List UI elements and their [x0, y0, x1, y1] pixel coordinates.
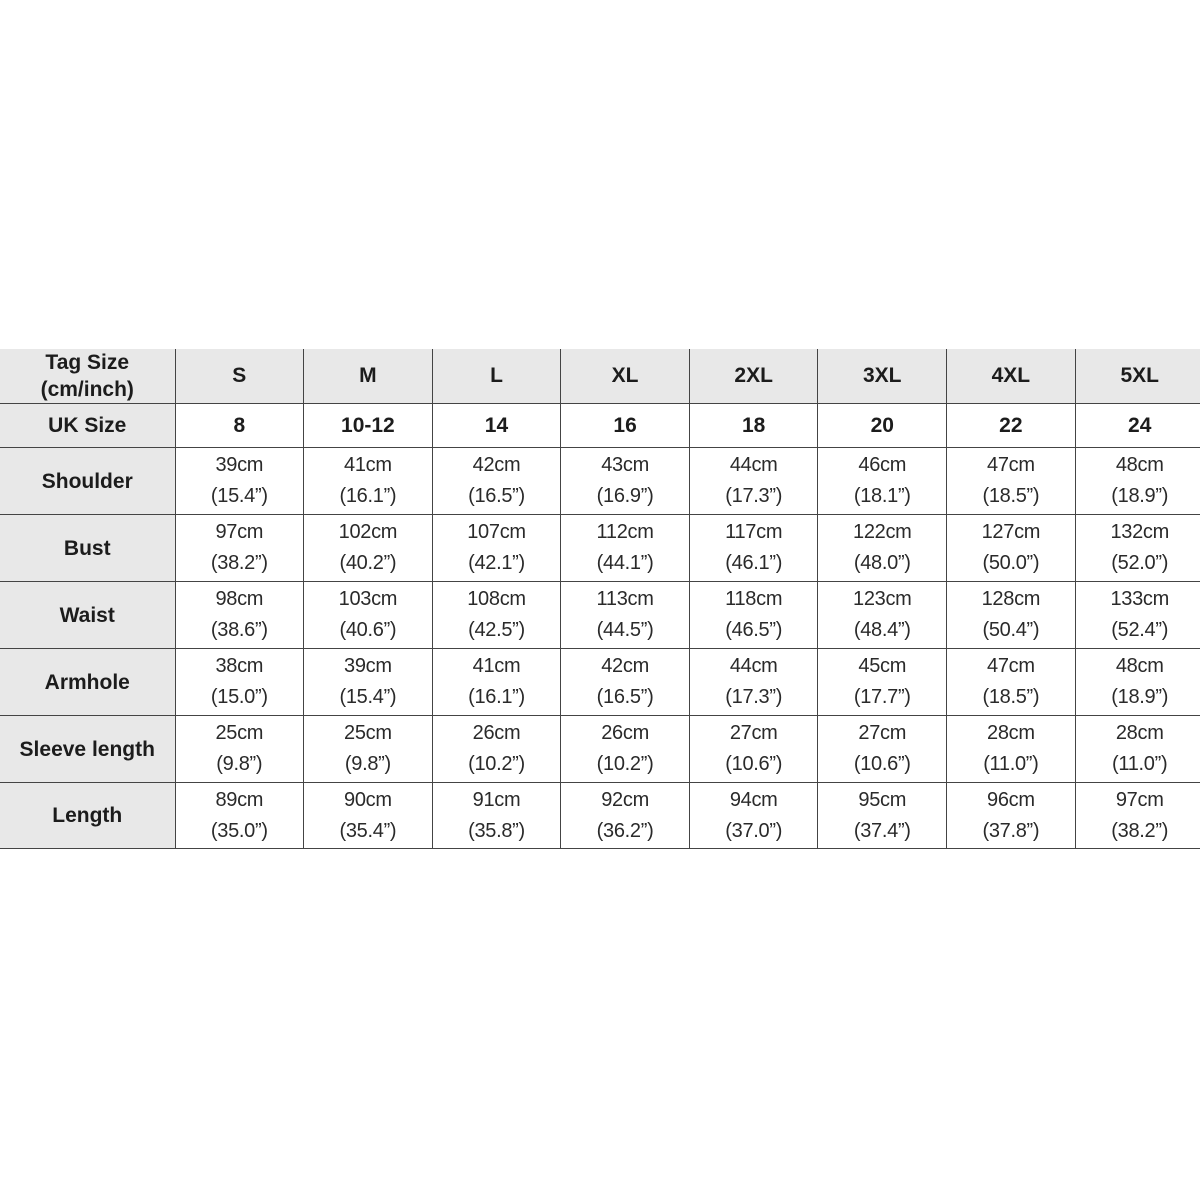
inch-value: (15.4”) — [210, 485, 268, 507]
cm-value: 47cm — [987, 655, 1035, 677]
inch-value: (17.3”) — [725, 485, 783, 507]
measurement-cell — [1075, 582, 1200, 649]
cm-value: 46cm — [858, 454, 907, 476]
inch-value: (38.2”) — [210, 552, 268, 574]
size-header-s: S — [175, 349, 304, 404]
measurement-cell — [689, 515, 818, 582]
cm-value: 108cm — [467, 588, 526, 610]
cm-value: 26cm — [472, 722, 521, 744]
cm-value: 128cm — [981, 588, 1041, 610]
row-label: Length — [0, 783, 175, 849]
inch-value: (37.4”) — [853, 819, 911, 842]
cm-value: 95cm — [858, 788, 907, 811]
measurement-row-bust — [0, 515, 1200, 582]
measurement-cell — [818, 716, 947, 783]
inch-value: (15.4”) — [339, 686, 397, 708]
inch-value: (40.2”) — [339, 552, 397, 574]
measurement-cell — [432, 783, 561, 849]
inch-value: (50.0”) — [982, 552, 1040, 574]
measurement-cell — [947, 515, 1076, 582]
size-header-l: L — [432, 349, 561, 404]
cm-value: 42cm — [472, 454, 521, 476]
measurement-cell — [561, 649, 690, 716]
inch-value: (18.9”) — [1111, 485, 1169, 507]
inch-value: (10.6”) — [853, 753, 911, 775]
uk-size-value: 8 — [175, 404, 304, 448]
cm-value: 47cm — [987, 454, 1035, 476]
inch-value: (37.0”) — [725, 819, 783, 842]
tag-size-row — [0, 349, 1200, 404]
cm-value: 25cm — [215, 722, 264, 744]
inch-value: (9.8”) — [216, 753, 263, 775]
inch-value: (42.5”) — [468, 619, 525, 641]
cm-value: 117cm — [725, 521, 783, 543]
inch-value: (11.0”) — [983, 753, 1039, 775]
inch-value: (18.9”) — [1111, 686, 1169, 708]
measurement-cell — [947, 716, 1076, 783]
measurement-cell — [947, 582, 1076, 649]
measurement-cell — [689, 716, 818, 783]
measurement-cell — [432, 716, 561, 783]
cm-value: 27cm — [729, 722, 778, 744]
inch-value: (46.5”) — [725, 619, 783, 641]
inch-value: (10.2”) — [468, 753, 525, 775]
uk-size-value: 20 — [818, 404, 947, 448]
cm-value: 127cm — [981, 521, 1041, 543]
uk-size-value: 22 — [947, 404, 1076, 448]
measurement-cell — [175, 783, 304, 849]
uk-size-value: 16 — [561, 404, 690, 448]
measurement-cell — [304, 783, 433, 849]
inch-value: (15.0”) — [210, 686, 268, 708]
cm-value: 132cm — [1110, 521, 1169, 543]
measurement-row-length — [0, 783, 1200, 849]
measurement-cell — [175, 716, 304, 783]
inch-value: (52.0”) — [1111, 552, 1169, 574]
cm-value: 113cm — [596, 588, 654, 610]
measurement-cell — [175, 649, 304, 716]
cm-value: 90cm — [344, 788, 392, 811]
inch-value: (18.1”) — [853, 485, 911, 507]
inch-value: (16.5”) — [596, 686, 654, 708]
inch-value: (38.6”) — [210, 619, 268, 641]
measurement-cell — [304, 649, 433, 716]
size-header-xl: XL — [561, 349, 690, 404]
measurement-cell — [175, 582, 304, 649]
inch-value: (44.5”) — [596, 619, 654, 641]
inch-value: (16.5”) — [468, 485, 525, 507]
row-label: Sleeve length — [0, 716, 175, 783]
cm-value: 107cm — [467, 521, 526, 543]
size-header-5xl: 5XL — [1075, 349, 1200, 404]
measurement-cell — [689, 649, 818, 716]
uk-size-value: 24 — [1075, 404, 1200, 448]
cm-value: 28cm — [987, 722, 1035, 744]
inch-value: (18.5”) — [982, 485, 1040, 507]
cm-value: 25cm — [344, 722, 392, 744]
cm-value: 44cm — [729, 454, 778, 476]
measurement-cell — [818, 783, 947, 849]
cm-value: 91cm — [472, 788, 521, 811]
cm-value: 42cm — [601, 655, 649, 677]
cm-value: 48cm — [1115, 655, 1164, 677]
row-label: Shoulder — [0, 448, 175, 515]
cm-value: 92cm — [601, 788, 649, 811]
measurement-row-waist — [0, 582, 1200, 649]
size-header-3xl: 3XL — [818, 349, 947, 404]
inch-value: (11.0”) — [1112, 753, 1168, 775]
cm-value: 45cm — [858, 655, 907, 677]
inch-value: (10.2”) — [596, 753, 654, 775]
uk-size-value: 14 — [432, 404, 561, 448]
measurement-cell — [947, 783, 1076, 849]
measurement-cell — [561, 448, 690, 515]
tag-size-unit-label: (cm/inch) — [40, 378, 134, 401]
cm-value: 39cm — [344, 655, 392, 677]
measurement-cell — [432, 582, 561, 649]
measurement-cell — [689, 448, 818, 515]
uk-size-row — [0, 404, 1200, 448]
measurement-cell — [304, 515, 433, 582]
inch-value: (37.8”) — [982, 819, 1040, 842]
inch-value: (16.1”) — [339, 485, 397, 507]
tag-size-header — [0, 349, 175, 404]
measurement-cell — [947, 448, 1076, 515]
cm-value: 39cm — [215, 454, 264, 476]
measurement-cell — [1075, 649, 1200, 716]
cm-value: 118cm — [725, 588, 783, 610]
measurement-row-sleeve-length — [0, 716, 1200, 783]
cm-value: 44cm — [729, 655, 778, 677]
uk-size-label: UK Size — [0, 404, 175, 448]
inch-value: (40.6”) — [339, 619, 397, 641]
size-header-4xl: 4XL — [947, 349, 1076, 404]
uk-size-value: 10-12 — [304, 404, 433, 448]
cm-value: 98cm — [215, 588, 264, 610]
row-label: Armhole — [0, 649, 175, 716]
measurement-cell — [561, 783, 690, 849]
measurement-cell — [304, 448, 433, 515]
tag-size-label: Tag Size — [45, 351, 130, 374]
measurement-cell — [689, 783, 818, 849]
inch-value: (48.4”) — [853, 619, 911, 641]
cm-value: 27cm — [858, 722, 907, 744]
cm-value: 41cm — [472, 655, 521, 677]
cm-value: 43cm — [601, 454, 649, 476]
cm-value: 96cm — [987, 788, 1035, 811]
inch-value: (17.7”) — [853, 686, 911, 708]
inch-value: (9.8”) — [344, 753, 391, 775]
cm-value: 97cm — [215, 521, 264, 543]
inch-value: (42.1”) — [468, 552, 525, 574]
measurement-cell — [947, 649, 1076, 716]
cm-value: 26cm — [601, 722, 649, 744]
inch-value: (16.1”) — [468, 686, 525, 708]
measurement-cell — [1075, 716, 1200, 783]
cm-value: 112cm — [596, 521, 654, 543]
cm-value: 28cm — [1115, 722, 1164, 744]
cm-value: 38cm — [215, 655, 264, 677]
cm-value: 123cm — [853, 588, 912, 610]
inch-value: (35.8”) — [468, 819, 525, 842]
measurement-cell — [561, 716, 690, 783]
cm-value: 89cm — [215, 788, 264, 811]
measurement-cell — [1075, 515, 1200, 582]
measurement-cell — [561, 582, 690, 649]
cm-value: 103cm — [338, 588, 398, 610]
measurement-cell — [432, 448, 561, 515]
measurement-cell — [432, 515, 561, 582]
inch-value: (52.4”) — [1111, 619, 1169, 641]
inch-value: (10.6”) — [725, 753, 783, 775]
measurement-cell — [432, 649, 561, 716]
inch-value: (16.9”) — [596, 485, 654, 507]
cm-value: 41cm — [344, 454, 392, 476]
cm-value: 97cm — [1115, 788, 1164, 811]
size-header-m: M — [304, 349, 433, 404]
uk-size-value: 18 — [689, 404, 818, 448]
cm-value: 133cm — [1110, 588, 1169, 610]
measurement-cell — [818, 649, 947, 716]
inch-value: (44.1”) — [596, 552, 654, 574]
measurement-cell — [818, 515, 947, 582]
cm-value: 48cm — [1115, 454, 1164, 476]
inch-value: (50.4”) — [982, 619, 1040, 641]
measurement-cell — [304, 582, 433, 649]
measurement-cell — [818, 448, 947, 515]
measurement-cell — [175, 448, 304, 515]
measurement-cell — [1075, 783, 1200, 849]
measurement-cell — [1075, 448, 1200, 515]
size-chart — [0, 349, 1200, 850]
size-table — [0, 349, 1200, 849]
inch-value: (18.5”) — [982, 686, 1040, 708]
measurement-cell — [689, 582, 818, 649]
inch-value: (35.0”) — [210, 819, 268, 842]
measurement-row-shoulder — [0, 448, 1200, 515]
cm-value: 94cm — [729, 788, 778, 811]
row-label: Waist — [0, 582, 175, 649]
inch-value: (38.2”) — [1111, 819, 1169, 842]
inch-value: (48.0”) — [853, 552, 911, 574]
measurement-cell — [818, 582, 947, 649]
row-label: Bust — [0, 515, 175, 582]
cm-value: 102cm — [338, 521, 398, 543]
size-header-2xl: 2XL — [689, 349, 818, 404]
measurement-row-armhole — [0, 649, 1200, 716]
measurement-cell — [304, 716, 433, 783]
inch-value: (46.1”) — [725, 552, 783, 574]
inch-value: (17.3”) — [725, 686, 783, 708]
measurement-cell — [175, 515, 304, 582]
inch-value: (35.4”) — [339, 819, 397, 842]
inch-value: (36.2”) — [596, 819, 654, 842]
measurement-cell — [561, 515, 690, 582]
cm-value: 122cm — [853, 521, 912, 543]
